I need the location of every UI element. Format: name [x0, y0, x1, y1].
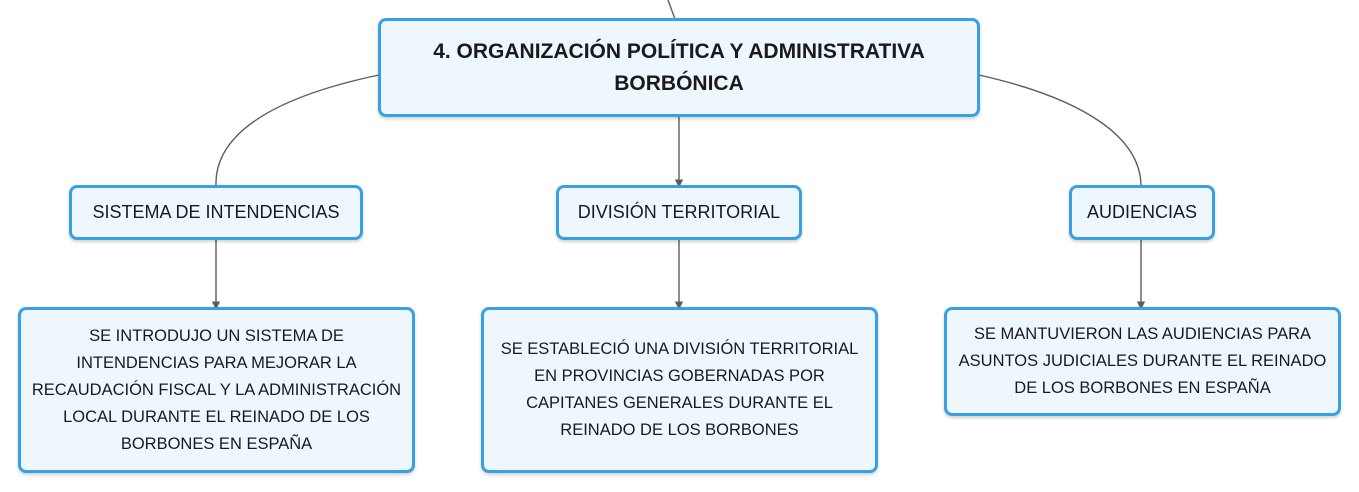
branch-label-intendencias: SISTEMA DE INTENDENCIAS — [92, 202, 340, 222]
detail-node-division-territorial[interactable] — [481, 307, 878, 473]
detail-text-audiencias: SE MANTUVIERON LAS AUDIENCIAS PARA ASUNTOS JUDICIALES DURANTE EL REINADO DE LOS BORBONES EN ESPAÑA — [958, 325, 1327, 397]
connector-root-to-audiencias — [979, 75, 1141, 185]
detail-text-division-territorial: SE ESTABLECIÓ UNA DIVISIÓN TERRITORIAL EN PROVINCIAS GOBERNADAS POR CAPITANES GENERALES DURANTE EL REINADO DE LOS BORBONES — [500, 340, 859, 439]
connector-parent-to-root — [668, 0, 675, 19]
root-node[interactable] — [378, 18, 980, 117]
detail-text-intendencias: SE INTRODUJO UN SISTEMA DE INTENDENCIAS PARA MEJORAR LA RECAUDACIÓN FISCAL Y LA ADMINISTRACIÓN LOCAL DURANTE EL REINADO DE LOS BORBONES EN ESPAÑA — [31, 326, 402, 453]
branch-label-audiencias: AUDIENCIAS — [1086, 202, 1198, 222]
branch-node-audiencias[interactable] — [1069, 185, 1215, 240]
branch-node-division-territorial[interactable] — [556, 185, 802, 240]
root-title: 4. ORGANIZACIÓN POLÍTICA Y ADMINISTRATIVA BORBÓNICA — [433, 39, 925, 95]
detail-node-audiencias[interactable] — [944, 307, 1341, 416]
branch-label-division-territorial: DIVISIÓN TERRITORIAL — [577, 202, 781, 222]
connector-root-to-intendencias — [216, 75, 379, 185]
branch-node-intendencias[interactable] — [69, 185, 363, 240]
detail-node-intendencias[interactable] — [18, 307, 415, 473]
